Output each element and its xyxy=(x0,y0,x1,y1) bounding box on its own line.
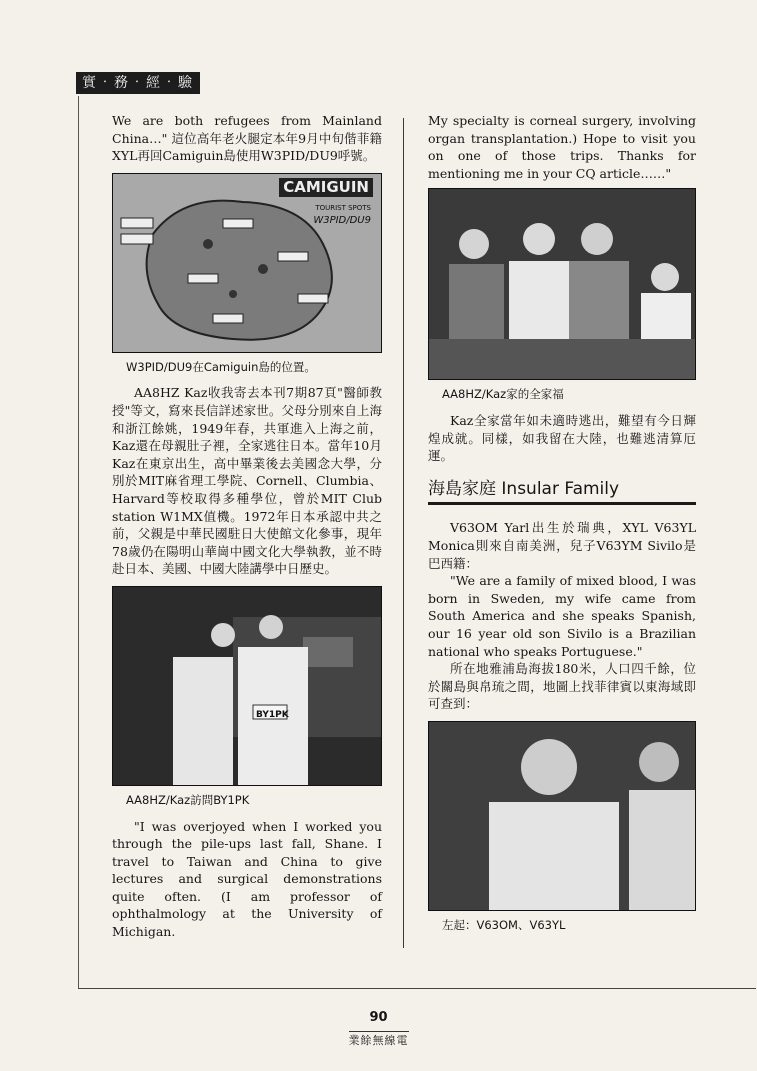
footer-rule xyxy=(78,988,756,989)
kaz-by1pk-photo xyxy=(112,586,382,786)
column-divider xyxy=(403,118,404,948)
by1pk-caption: AA8HZ/Kaz訪問BY1PK xyxy=(126,792,250,807)
camiguin-map-image xyxy=(112,173,382,353)
right-paragraph-1: My specialty is corneal surgery, involving organ transplantation.) Hope to visit you on one of those trips. Thanks for mentioning me in your CQ article……" xyxy=(428,113,696,181)
photo-scene xyxy=(113,587,381,785)
map-subtitle: TOURIST SPOTS xyxy=(315,203,371,212)
right-paragraph-5: 所在地雅浦島海拔180米，人口四千餘，位於關島與帛琉之間，地圖上找菲律賓以東海域即可查到： xyxy=(428,661,696,712)
magazine-name xyxy=(0,1032,757,1048)
map-title: CAMIGUIN xyxy=(279,178,373,198)
right-column xyxy=(428,112,696,942)
map-caption: W3PID/DU9在Camiguin島的位置。 xyxy=(126,359,316,374)
map-handwritten-callsign: W3PID/DU9 xyxy=(313,214,371,226)
left-paragraph-3: "I was overjoyed when I worked you through the pile-ups last fall, Shane. I travel to Taiwan and China to give lectures and surgical demonstrations quite often. (I am professor of ophthalmology at the University of Michigan. xyxy=(112,818,382,940)
left-column xyxy=(112,112,382,941)
family-photo xyxy=(428,188,696,380)
section-heading: 海島家庭 Insular Family xyxy=(428,481,696,506)
right-paragraph-2: Kaz全家當年如未適時逃出，難望有今日輝煌成就。同樣，如我留在大陸，也難逃清算厄運。 xyxy=(428,412,696,464)
family-scene xyxy=(429,189,695,379)
magazine-name-text: 業餘無線電 xyxy=(349,1031,409,1047)
family-caption: AA8HZ/Kaz家的全家福 xyxy=(442,387,564,402)
left-paragraph-1: We are both refugees from Mainland China…" 這位高年老火腿定本年9月中旬偕菲籍XYL再回Camiguin島使用W3PID/DU9呼號。 xyxy=(112,113,382,164)
margin-rule xyxy=(78,96,79,989)
left-paragraph-2: AA8HZ Kaz收我寄去本刊7期87頁"醫師教授"等文，寫來長信詳述家世。父母分別來自上海和浙江餘姚，1949年春，共軍進入上海之前，Kaz還在母親肚子裡，全家逃往日本。當年10月Kaz在東京出生，高中畢業後去美國念大學，分別於MIT麻省理工學院、Cornell、Clumbia、Harvard等校取得多種學位，曾於MIT Club station W1MX值機。1972年日本承認中共之前，父親是中華民國駐日大使館文化參事，現年78歲仍在陽明山華崗中國文化大學執教，並不時赴日本、美國、中國大陸講學中日歷史。 xyxy=(112,385,382,577)
section-tag: 實‧務‧經‧驗 xyxy=(76,72,200,94)
v63-couple-photo xyxy=(428,721,696,911)
callsign-sign: BY1PK xyxy=(256,709,289,720)
page-number: 90 xyxy=(369,1010,388,1025)
couple-caption: 左起：V63OM、V63YL xyxy=(442,917,566,932)
couple-scene xyxy=(429,722,695,910)
right-paragraph-3: V63OM Yarl出生於瑞典，XYL V63YL Monica則來自南美洲，兒子V63YM Sivilo是巴西籍： xyxy=(428,520,696,571)
right-paragraph-4: "We are a family of mixed blood, I was born in Sweden, my wife came from South America and she speaks Spanish, our 16 year old son Sivilo is a Brazilian national who speaks Portuguese." xyxy=(428,573,696,659)
